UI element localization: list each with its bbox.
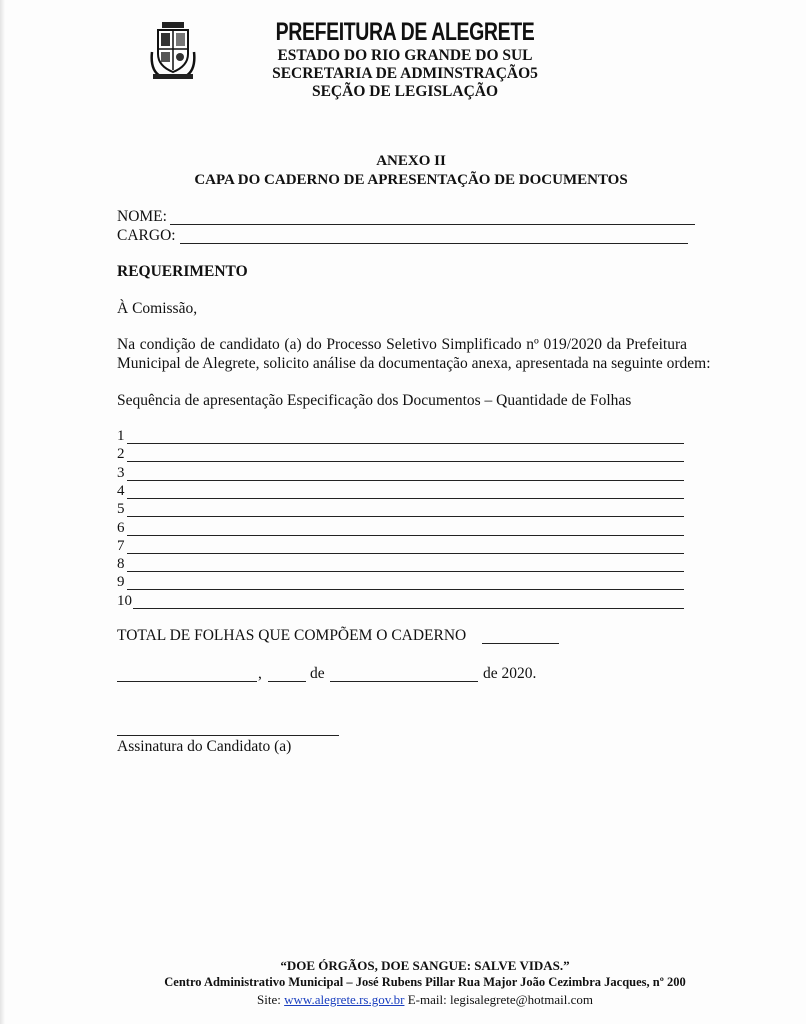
footer-site-label: Site: xyxy=(257,992,281,1007)
date-de: de xyxy=(310,665,325,682)
list-item-number: 3 xyxy=(117,464,125,481)
list-item-line[interactable] xyxy=(127,461,684,462)
request-body-line-1: Na condição de candidato (a) do Processo Seletivo Simplificado nº 019/2020 da Prefeitura xyxy=(117,336,687,353)
footer-site-link[interactable]: www.alegrete.rs.gov.br xyxy=(284,992,405,1007)
request-heading: REQUERIMENTO xyxy=(117,263,248,280)
signature-line[interactable] xyxy=(117,735,339,736)
date-comma: , xyxy=(258,665,262,682)
role-label: CARGO: xyxy=(117,227,176,244)
list-item-line[interactable] xyxy=(133,608,684,609)
salutation: À Comissão, xyxy=(117,300,198,317)
name-label: NOME: xyxy=(117,208,167,225)
request-body-line-2: Municipal de Alegrete, solicito análise da documentação anexa, apresentada na seguinte ordem: xyxy=(117,355,711,372)
list-item-number: 5 xyxy=(117,501,125,518)
list-item-number: 9 xyxy=(117,574,125,591)
total-field-line[interactable] xyxy=(482,643,559,644)
list-item-line[interactable] xyxy=(127,589,684,590)
list-item-line[interactable] xyxy=(127,571,684,572)
name-field-line[interactable] xyxy=(170,224,695,225)
list-item-number: 2 xyxy=(117,446,125,463)
header-title: PREFEITURA DE ALEGRETE xyxy=(275,18,535,46)
list-item-number: 4 xyxy=(117,482,125,499)
coat-of-arms-icon xyxy=(150,22,196,80)
header-section: SEÇÃO DE LEGISLAÇÃO xyxy=(311,83,499,100)
annex-subtitle: CAPA DO CADERNO DE APRESENTAÇÃO DE DOCUMENTOS xyxy=(194,172,628,188)
list-item-line[interactable] xyxy=(127,535,684,536)
footer-address: Centro Administrativo Municipal – José Rubens Pillar Rua Major João Cezimbra Jacques, nº 200 xyxy=(164,975,686,989)
date-year: de 2020. xyxy=(483,665,537,682)
list-item-line[interactable] xyxy=(127,480,684,481)
footer-motto: “DOE ÓRGÃOS, DOE SANGUE: SALVE VIDAS.” xyxy=(280,958,570,973)
footer-email-label: E-mail: xyxy=(407,992,447,1007)
list-item-line[interactable] xyxy=(127,498,684,499)
header-secretariat: SECRETARIA DE ADMINSTRAÇÃO5 xyxy=(272,65,538,82)
date-city-line[interactable] xyxy=(117,681,257,682)
sequence-header: Sequência de apresentação Especificação dos Documentos – Quantidade de Folhas xyxy=(117,392,632,409)
signature-label: Assinatura do Candidato (a) xyxy=(117,738,292,755)
date-month-line[interactable] xyxy=(330,681,478,682)
date-day-line[interactable] xyxy=(268,681,306,682)
list-item-number: 7 xyxy=(117,537,125,554)
list-item-number: 1 xyxy=(117,428,125,444)
list-item-number: 6 xyxy=(117,519,125,536)
list-item-line[interactable] xyxy=(127,443,684,444)
role-field-line[interactable] xyxy=(180,243,688,244)
footer-email: legisalegrete@hotmail.com xyxy=(449,992,593,1007)
header-state: ESTADO DO RIO GRANDE DO SUL xyxy=(277,47,533,64)
list-item-number: 8 xyxy=(117,556,125,573)
footer-contact xyxy=(22,992,806,1008)
page-edge-shadow xyxy=(0,0,5,1024)
annex-title: ANEXO II xyxy=(376,153,446,169)
list-item-line[interactable] xyxy=(127,553,684,554)
total-label: TOTAL DE FOLHAS QUE COMPÕEM O CADERNO xyxy=(117,627,467,644)
list-item-number: 10 xyxy=(117,592,132,609)
list-item-line[interactable] xyxy=(127,516,684,517)
